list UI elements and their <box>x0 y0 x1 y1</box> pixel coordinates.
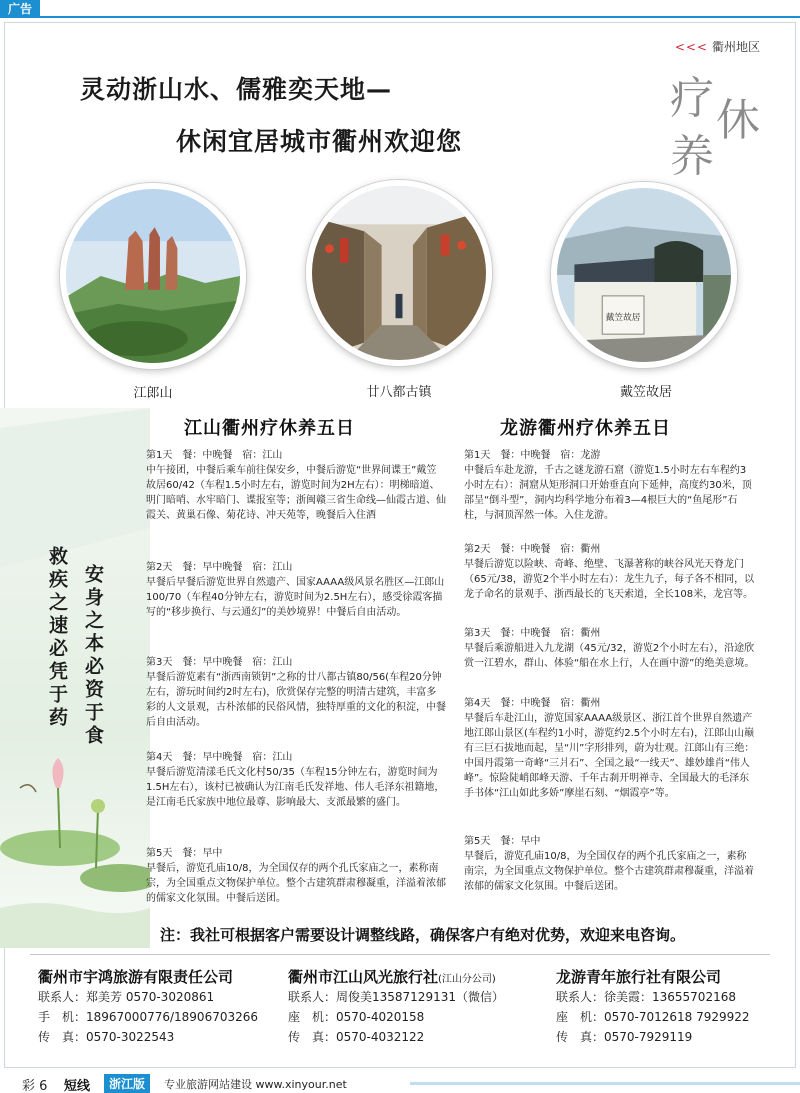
agency-yuhong <box>38 966 298 1047</box>
customization-note: 注：我社可根据客户需要设计调整线路，确保客户有绝对优势，欢迎来电咨询。 <box>160 926 686 944</box>
right-day-3-head: 第3天 餐：中晚餐 宿：衢州 <box>464 628 601 639</box>
agency-1-name-text: 衢州市宇鸿旅游有限责任公司 <box>38 968 234 986</box>
agency-2-fax: 传 真：0570-4032122 <box>288 1030 425 1044</box>
right-day-3 <box>464 626 756 671</box>
agency-3-name <box>556 966 800 987</box>
left-day-5-head: 第5天 餐：早中 <box>146 848 223 859</box>
headline-line-2: 休闲宜居城市衢州欢迎您 <box>176 127 463 156</box>
right-day-5-text: 早餐后，游览孔庙10/8，为全国仅存的两个孔氏家庙之一，素称南宗，为全国重点文物保护单位。整个古建筑群肃穆凝重，洋溢着浓郁的儒家文化氛围。中餐后送团。 <box>464 851 754 892</box>
right-day-1-head: 第1天 餐：中晚餐 宿：龙游 <box>464 450 601 461</box>
left-day-5-text: 早餐后，游览孔庙10/8，为全国仅存的两个孔氏家庙之一，素称南宗，为全国重点文物保护单位。整个古建筑群肃穆凝重，洋溢着浓郁的儒家文化氛围。中餐后送团。 <box>146 863 446 904</box>
region-text: 衢州地区 <box>711 40 760 54</box>
agency-3-fax: 传 真：0570-7929119 <box>556 1030 693 1044</box>
agency-2-branch: (江山分公司) <box>438 974 496 985</box>
calligraphy-char-3: 养 <box>670 131 714 182</box>
left-day-1-text: 中午接团，中餐后乘车前往保安乡，中餐后游览“世界间谍王”戴笠故居60/42（车程1.5小时左右，游览时间为2H左右）：明梯暗道、明门暗哨、水牢暗门、谍报室等；浙闽赣三省生命线—仙霞古道、仙霞关、黄巢石像、菊花诗、冲天苑等，晚餐后入住酒 <box>146 465 446 521</box>
right-day-5-head: 第5天 餐：早中 <box>464 836 541 847</box>
left-day-2 <box>146 560 446 620</box>
lotus-art-panel <box>0 408 150 948</box>
left-day-1 <box>146 448 446 523</box>
calligraphy-char-2: 休 <box>716 95 760 146</box>
right-day-4-text: 早餐后车赴江山，游览国家AAAA级景区、浙江首个世界自然遗产地江郎山景区(车程约1小时，游览约2.5个小时左右)，江郎山山巅有三巨石拔地而起，呈“川”字形排列，蔚为壮观。江郎山有三绝：中国丹霞第一奇峰“三爿石”、全国之最“一线天”、雄妙雄肖“伟人峰”。惊险陡峭郎峰天游、千年古刹开明禅寺、全国最大的毛泽东手书体“江山如此多娇”摩崖石刻、“烟霞亭”等。 <box>464 713 755 799</box>
photo-caption-2: 廿八都古镇 <box>366 385 432 400</box>
right-day-1-text: 中餐后车赴龙游，千古之谜龙游石窟（游览1.5小时左右车程约3小时左右）：洞窟从矩形洞口开始垂直向下延伸，高度约30米，顶部呈“倒斗型”，洞内均科学地分布着3—4根巨大的“鱼尾形”石柱，与洞顶浑然一体。入住龙游。 <box>464 465 752 521</box>
agency-2-phone: 座 机：0570-4020158 <box>288 1010 425 1024</box>
right-day-2 <box>464 542 756 602</box>
residence-sign: 戴笠故居 <box>605 313 641 324</box>
contacts-divider <box>30 954 770 955</box>
agency-1-mobile: 手 机：18967000776/18906703266 <box>38 1010 259 1024</box>
agency-3-contact: 联系人：徐美霞：13655702168 <box>556 990 736 1004</box>
agency-1-fax: 传 真：0570-3022543 <box>38 1030 175 1044</box>
top-rule <box>40 16 800 18</box>
calligraphy-mark <box>670 62 770 182</box>
right-day-2-head: 第2天 餐：中晚餐 宿：衢州 <box>464 544 601 555</box>
agency-jiangshan <box>288 966 548 1047</box>
left-day-4-text: 早餐后游览清漾毛氏文化村50/35（车程15分钟左右，游览时间为1.5H左右），该村已被确认为江南毛氏发祥地、伟人毛泽东祖籍地，是江南毛氏家族中地位最尊、影响最大、支派最繁的盛门。 <box>146 767 445 808</box>
photo-ershibadu-town <box>306 180 492 366</box>
agency-longyou <box>556 966 800 1047</box>
agency-2-contact: 联系人：周俊美13587129131（微信） <box>288 990 504 1004</box>
right-day-3-text: 早餐后乘游船进入九龙湖（45元/32，游览2个小时左右），沿途欣赏一江碧水，群山、体验“船在水上行，人在画中游”的绝美意境。 <box>464 643 755 669</box>
left-day-4-head: 第4天 餐：早中晚餐 宿：江山 <box>146 752 293 763</box>
left-route-title: 江山衢州疗休养五日 <box>184 418 355 439</box>
agency-3-name-text: 龙游青年旅行社有限公司 <box>556 968 722 986</box>
motto-column-2: 救疾之速必凭于药 <box>46 546 68 730</box>
region-arrows: <<< <box>674 40 708 54</box>
photo-jianglang-mountain <box>60 183 246 369</box>
page-number: 彩 6 <box>22 1079 48 1093</box>
region-label <box>675 38 760 55</box>
motto-column-1: 安身之本必资于食 <box>82 564 104 748</box>
right-day-4 <box>464 696 756 801</box>
right-day-4-head: 第4天 餐：中晚餐 宿：衢州 <box>464 698 601 709</box>
ad-label: 广告 <box>0 0 40 18</box>
agency-2-name-text: 衢州市江山风光旅行社 <box>288 968 439 986</box>
left-day-3-text: 早餐后游览素有“浙西南锁钥”之称的廿八都古镇80/56(车程20分钟左右，游玩时间约2时左右)，欣赏保存完整的明清古建筑，丰富多彩的人文景观，古朴浓郁的民俗风情，独特厚重的文化的积淀，中餐后自由活动。 <box>146 672 446 728</box>
right-route-title: 龙游衢州疗休养五日 <box>500 418 671 439</box>
left-day-1-head: 第1天 餐：中晚餐 宿：江山 <box>146 450 283 461</box>
agency-3-phone: 座 机：0570-7012618 7929922 <box>556 1010 750 1024</box>
section-name: 短线 <box>64 1079 91 1093</box>
calligraphy-char-1: 疗 <box>670 73 714 124</box>
top-bar <box>0 0 800 22</box>
left-day-2-head: 第2天 餐：早中晚餐 宿：江山 <box>146 562 293 573</box>
photo-caption-1: 江郎山 <box>133 386 173 401</box>
left-day-2-text: 早餐后早餐后游览世界自然遗产、国家AAAA级风景名胜区—江郎山100/70（车程40分钟左右，游览时间为2.5H左右），感受徐霞客描写的“移步换行、与云通幻”的美妙境界！中餐后自由活动。 <box>146 577 445 618</box>
headline-line-1: 灵动浙山水、儒雅奕天地— <box>80 75 393 104</box>
agency-1-name <box>38 966 298 987</box>
right-day-1 <box>464 448 756 523</box>
footer-rule <box>410 1082 800 1085</box>
footer-tagline[interactable]: 专业旅游网站建设 www.xinyour.net <box>164 1078 347 1091</box>
edition-badge: 浙江版 <box>104 1074 150 1093</box>
headline <box>80 70 560 158</box>
agency-1-contact: 联系人：郑美芳 0570-3020861 <box>38 990 215 1004</box>
left-day-3-head: 第3天 餐：早中晚餐 宿：江山 <box>146 657 293 668</box>
agency-2-name <box>288 966 548 987</box>
page-footer <box>0 1072 800 1093</box>
left-day-4 <box>146 750 446 810</box>
left-day-5 <box>146 846 446 906</box>
right-day-2-text: 早餐后游览以险峡、奇峰、绝壁、飞瀑著称的峡谷风光天脊龙门（65元/38，游览2个半小时左右）：龙生九子，每子各不相同，以龙子命名的景观手、浙西最长的飞天索道，全长108米，龙宫等。 <box>464 559 755 600</box>
photo-caption-3: 戴笠故居 <box>619 385 672 400</box>
left-day-3 <box>146 655 446 730</box>
right-day-5 <box>464 834 756 894</box>
photo-daili-residence <box>551 182 737 368</box>
